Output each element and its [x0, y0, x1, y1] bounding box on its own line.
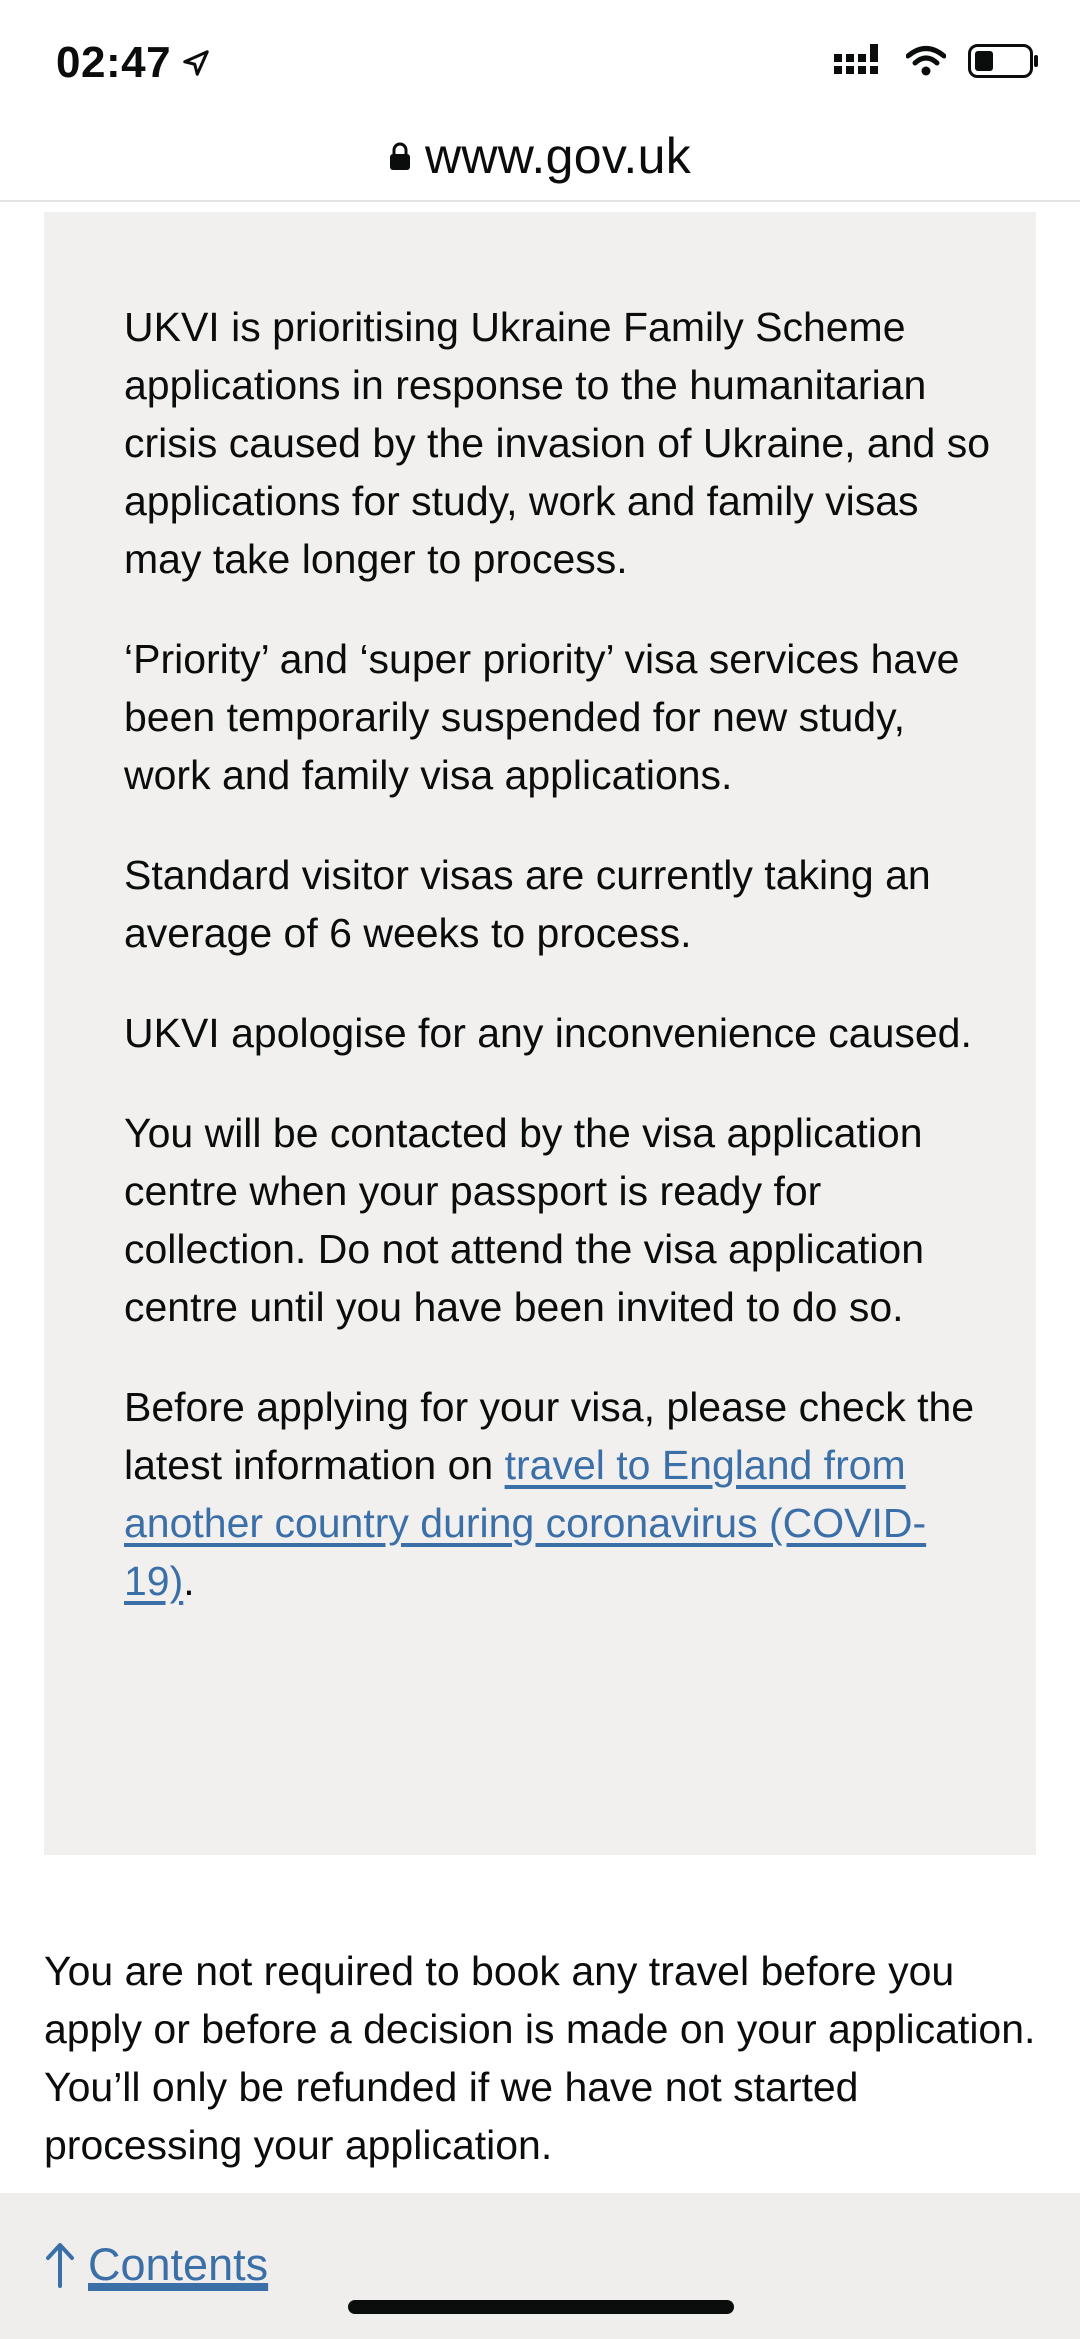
status-icons: [834, 44, 1040, 78]
location-arrow-icon: [181, 48, 211, 78]
panel-text: [124, 298, 994, 1652]
main-content: [0, 202, 1080, 2202]
lock-icon: [389, 141, 411, 171]
address-bar[interactable]: [0, 112, 1080, 202]
covid-travel-link[interactable]: travel to England from another country during coronavirus (COVID-19): [124, 1442, 927, 1604]
apology-paragraph: UKVI apologise for any inconvenience caused.: [124, 1010, 972, 1056]
covid-paragraph: [124, 1378, 994, 1610]
arrow-up-icon: [44, 2242, 76, 2288]
contents-link[interactable]: [44, 2239, 268, 2291]
ukvi-priority-paragraph: UKVI is prioritising Ukraine Family Scheme applications in response to the humanitarian crisis caused by the invasion of Ukraine, and so applications for study, work and family visas may take longer to process.: [124, 304, 991, 582]
contents-bar: [0, 2193, 1080, 2339]
signal-icon: [834, 44, 884, 78]
travel-booking-paragraph: You are not required to book any travel before you apply or before a decision is made on your application. You’ll only be refunded if we have not started processing your application.: [44, 1948, 1036, 2168]
covid-paragraph-suffix: .: [183, 1558, 195, 1604]
visitor-visa-paragraph: Standard visitor visas are currently taking an average of 6 weeks to process.: [124, 852, 931, 956]
inset-panel: [44, 212, 1036, 1855]
status-bar: [0, 0, 1080, 120]
passport-collection-paragraph: You will be contacted by the visa application centre when your passport is ready for collection. Do not attend the visa application centre until you have been invited to do so.: [124, 1110, 925, 1330]
priority-services-paragraph: ‘Priority’ and ‘super priority’ visa services have been temporarily suspended for new study, work and family visa applications.: [124, 636, 960, 798]
battery-icon: [968, 44, 1040, 78]
contents-label: Contents: [88, 2239, 269, 2290]
wifi-icon: [906, 45, 946, 77]
home-indicator[interactable]: [348, 2300, 734, 2314]
url-text: www.gov.uk: [424, 128, 692, 184]
covid-paragraph-prefix: Before applying for your visa, please check the latest information on: [124, 1384, 975, 1488]
status-time: 02:47: [56, 38, 172, 87]
status-time-group: [56, 38, 211, 88]
